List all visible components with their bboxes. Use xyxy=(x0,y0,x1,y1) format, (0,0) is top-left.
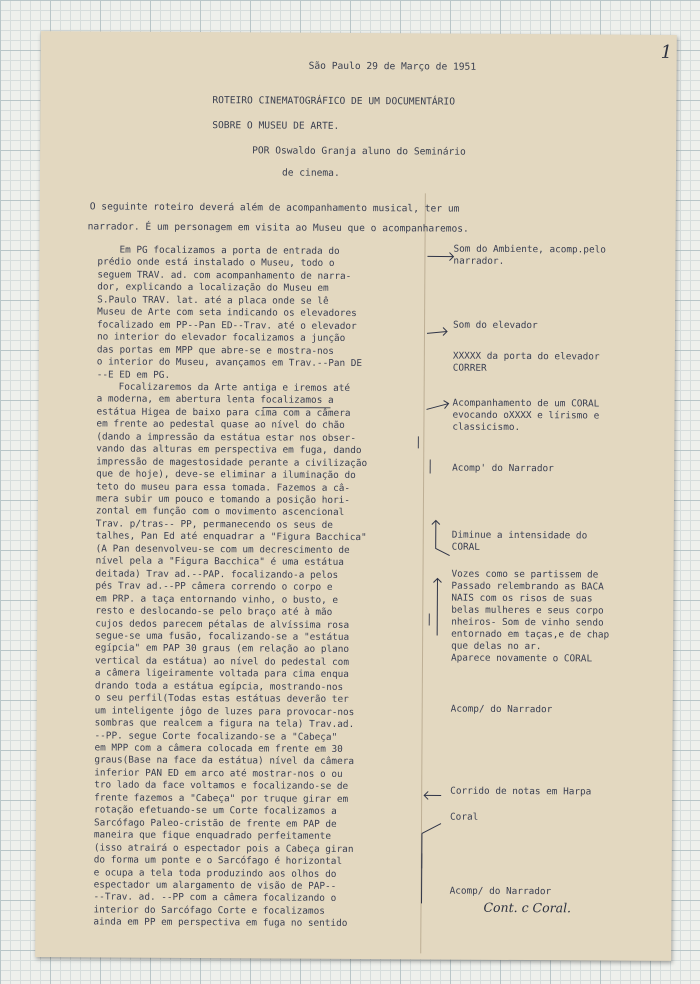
sound-note-line: classicismo. xyxy=(452,421,521,434)
body-line: um inteligente jôgo de luzes para provocar-nos xyxy=(94,705,355,718)
sound-note-line: Som do Ambiente, acomp.pelo xyxy=(453,243,606,256)
body-line: frente fazemos a "Cabeça" por truque girar em xyxy=(94,792,349,805)
body-line: do forma um ponte e o Sarcófago é horizontal xyxy=(93,854,343,867)
author-line-2: de cinema. xyxy=(281,167,340,179)
sound-note-line: nheiros- Som de vinho sendo xyxy=(451,616,604,629)
body-line: egípcia" em PAP 30 graus (em relação ao plano xyxy=(95,642,350,656)
body-line: das portas em MPP que abre-se e mostra-nos xyxy=(96,344,334,357)
title-line-2: SOBRE O MUSEU DE ARTE. xyxy=(212,120,340,132)
body-line: que de hoje), deve-se eliminar a iluminação do xyxy=(96,468,356,482)
body-line: sombras que realcem a figura na tela) Trav.ad. xyxy=(94,717,355,731)
body-line: segue-se uma fusão, focalizando-se a "estátua xyxy=(95,630,350,643)
sound-note-line: Coral xyxy=(450,811,479,823)
body-line: zontal em função com o movimento ascencional xyxy=(95,505,345,519)
body-line: vando das alturas em perspectiva em fuga, dando xyxy=(96,443,362,457)
sound-note-line: que delas no ar. xyxy=(451,640,542,653)
sound-note-line: Corrido de notas em Harpa xyxy=(450,785,592,798)
body-line: drando toda a estátua egípcia, mostrando-nos xyxy=(94,680,344,693)
body-line: rotação efetuando-se um Corte focalizamos a xyxy=(94,804,337,818)
sound-note-line: Acomp/ do Narrador xyxy=(449,885,552,898)
body-line: a câmera ligeiramente voltada para cima enqua xyxy=(94,667,349,681)
sound-note-line: CORRER xyxy=(452,362,487,374)
body-line: S.Paulo TRAV. lat. até a placa onde se lê xyxy=(97,294,329,307)
body-line: Sarcófago Paleo-cristão de frente em PAP de xyxy=(93,817,337,830)
body-line: pés Trav ad.--PP câmera correndo o corpo e xyxy=(95,580,333,593)
arrow-coral xyxy=(427,403,449,409)
sound-note-line: Aparece novamente o CORAL xyxy=(450,652,593,665)
sound-note-line: Vozes como se partissem de xyxy=(451,568,599,581)
body-line: graus(Base na face da estátua) nível da câmera xyxy=(94,754,355,768)
intro-line-2: narrador. É um personagem em visita ao Museu que o acompanharemos. xyxy=(87,221,469,235)
sound-note-line: Acomp/ do Narrador xyxy=(450,703,553,716)
body-line: e ocupa a tela toda produzindo aos olhos do xyxy=(93,866,337,880)
body-line: Trav. p/tras-- PP, permanecendo os seus de xyxy=(95,518,333,531)
document-page xyxy=(35,31,677,961)
body-line: --Trav. ad. --PP com a câmera focalizando o xyxy=(93,891,337,905)
body-line: Em PG focalizamos a porta de entrada do xyxy=(119,244,340,257)
sound-note-line: CORAL xyxy=(451,541,480,553)
document-date: São Paulo 29 de Março de 1951 xyxy=(308,60,477,73)
sound-note-line: XXXXX da porta do elevador xyxy=(452,350,600,363)
body-line: maneira que fique enquadrado perfeitamente xyxy=(93,829,332,842)
intro-line-1: O seguinte roteiro deverá além de acompanhamento musical, ter um xyxy=(89,201,460,215)
body-line: em MPP com a câmera colocada em frente em 30 xyxy=(94,742,343,755)
body-line: resto e deslocando-se pelo braço até à mão xyxy=(95,605,333,618)
arrow-elevator xyxy=(427,331,447,333)
body-line: tro lado da face voltamos e focalizando-se de xyxy=(94,779,349,793)
margin-arrows xyxy=(35,31,677,961)
body-line: cujos dedos parecem pétalas de alvíssima rosa xyxy=(95,617,350,631)
author-line-1: POR Oswaldo Granja aluno do Seminário xyxy=(252,145,466,158)
body-line: o seu perfil(Todas estas estátuas deverão ter xyxy=(94,692,349,706)
body-line: o interior do Museu, avançamos em Trav.--Pan DE xyxy=(96,356,363,370)
body-line: seguem TRAV. ad. com acompanhamento de narra- xyxy=(97,269,352,282)
sound-note-line: Passado relembrando as BACA xyxy=(451,580,604,593)
body-line: vertical da estátua) ao nível do pedestal com xyxy=(94,655,350,668)
body-line: (A Pan desenvolveu-se com um decrescimento de xyxy=(95,543,350,556)
sound-note-line: narrador. xyxy=(453,255,505,267)
sound-note-line: belas mulheres e seus corpo xyxy=(451,604,604,617)
sound-note-line: Acompanhamento de um CORAL xyxy=(452,397,600,410)
body-line: interior do Sarcófago Corte e focalizamos xyxy=(93,904,325,917)
body-line: mera subir um pouco e tomando a posição hori- xyxy=(95,493,351,506)
body-line: --PP. segue Corte focalizando-se a "Cabeça" xyxy=(94,729,338,743)
body-line: dor, explicando a localização do Museu em xyxy=(97,281,329,295)
sound-note-line: evocando oXXXX e lírismo e xyxy=(452,409,600,422)
handwritten-note: Cont. c Coral. xyxy=(483,899,572,916)
sound-note-line: Diminue a intensidade do xyxy=(451,529,588,542)
body-line: em PRP. a taça entornando vinho, o busto, e xyxy=(95,593,339,606)
body-line: prédio onde está instalado o Museu, todo o xyxy=(97,256,335,270)
body-line: Museu de Arte com seta indicando os elevadores xyxy=(97,306,357,320)
body-line: ainda em PP em perspectiva em fuga no sentido xyxy=(93,916,348,930)
bracket-diminish xyxy=(436,520,450,555)
body-line: estátua Higea de baixo para cima com a câmera xyxy=(96,406,351,419)
sound-note-line: entornado em taças,e de chap xyxy=(451,628,610,641)
body-line: (isso atrairá o espectador pois a Cabeça giran xyxy=(93,841,354,855)
sound-note-line: NAIS com os risos de suas xyxy=(451,592,593,605)
body-line: inferior PAN ED em arco até mostrar-nos o ou xyxy=(94,767,343,780)
body-line: teto do museu para essa tomada. Fazemos a câ- xyxy=(96,480,351,494)
sound-note-line: Som do elevador xyxy=(453,319,538,332)
body-line: no interior do elevador focalizamos a junção xyxy=(96,331,346,345)
body-line: nível pela a "Figura Bacchica" é uma estátua xyxy=(95,555,344,569)
body-line: talhes, Pan Ed até enquadrar a "Figura Bacchica" xyxy=(95,530,367,544)
body-line: (dando a impressão da estátua estar nos obser- xyxy=(96,431,357,444)
body-line: deitada) Trav ad.--PAP. focalizando-a pelos xyxy=(95,568,339,581)
page-number: 1 xyxy=(660,41,673,63)
title-line-1: ROTEIRO CINEMATOGRÁFICO DE UM DOCUMENTÁRIO xyxy=(212,95,456,108)
body-line: a moderna, em abertura lenta focalizamos a xyxy=(96,393,334,407)
body-line: impressão de magestosidade perante a civilização xyxy=(96,456,368,469)
sound-note-line: Acomp' do Narrador xyxy=(452,462,554,475)
bracket-coral xyxy=(422,823,441,903)
body-line: espectador um alargamento de visão de PAP-- xyxy=(93,879,337,892)
body-line: Focalizaremos da Arte antiga e iremos até xyxy=(118,381,351,394)
body-line: focalizado em PP--Pan ED--Trav. até o elevador xyxy=(97,319,357,332)
body-line: em frente ao pedestal quase ao nível do chão xyxy=(96,418,345,432)
body-line: --E ED em PG. xyxy=(96,368,171,381)
